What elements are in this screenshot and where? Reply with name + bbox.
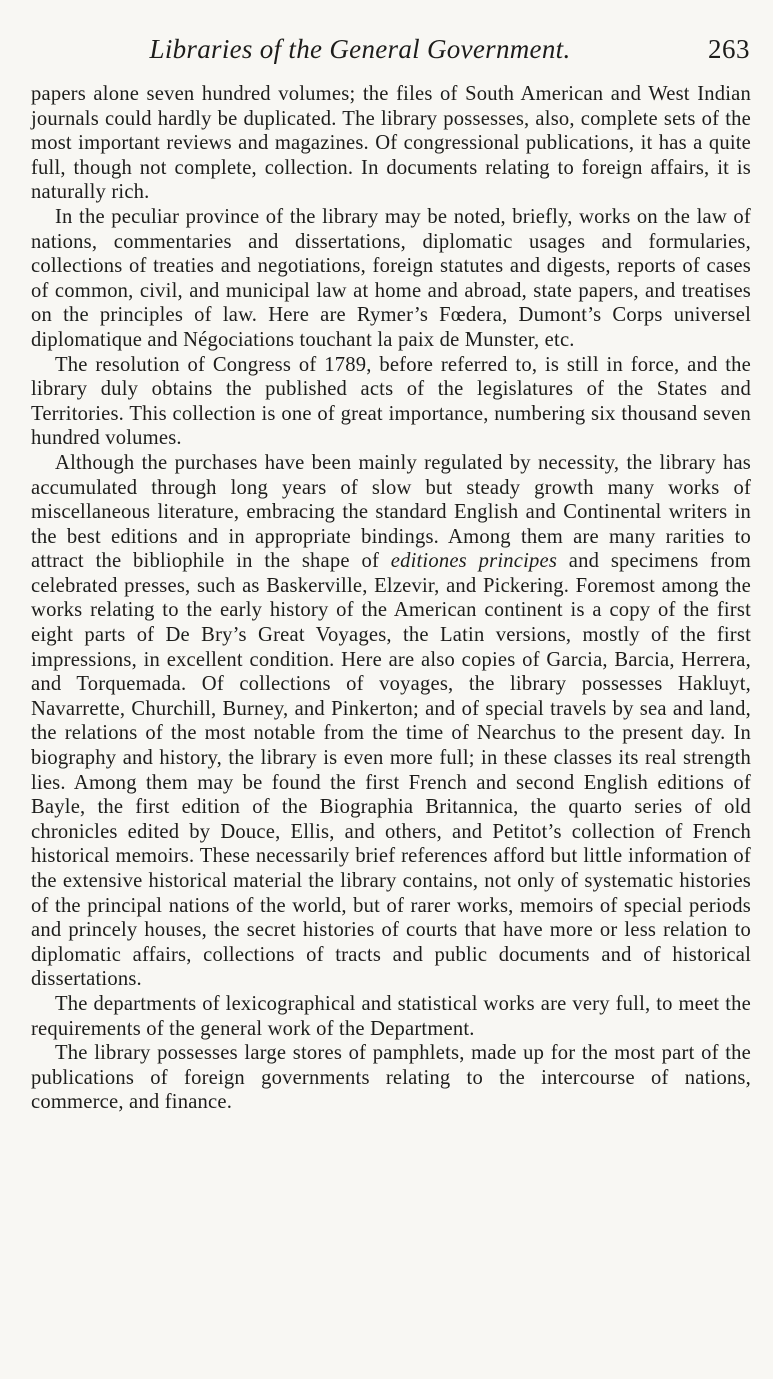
paragraph-pamphlets: The library possesses large stores of pamphlets, made up for the most part of the publications of foreign governments relating to the intercourse of nations, commerce, and finance. <box>31 1042 751 1114</box>
italic-term: editiones principes <box>390 550 558 573</box>
paragraph-lexicographical: The departments of lexicographical and statistical works are very full, to meet the requirements of the general work of the Department. <box>31 992 751 1040</box>
page-number: 263 <box>708 34 750 64</box>
paragraph-law-of-nations: In the peculiar province of the library may be noted, briefly, works on the law of nations, commentaries and dissertations, diplomatic usages and formularies, collections of treaties and negotiations, foreign statutes and digests, reports of cases of common, civil, and municipal law at home and abroad, state papers, and treatises on the principles of law. Here are Rymer’s Fœdera, Dumont’s Corps universel diplomatique and Négociations touchant la paix de Munster, etc. <box>31 205 751 351</box>
running-title: Libraries of the General Government. <box>149 34 571 64</box>
running-head <box>30 34 750 74</box>
paragraph-miscellaneous-literature <box>31 451 751 992</box>
body-text <box>31 82 751 1115</box>
paragraph-resolution-1789: The resolution of Congress of 1789, before referred to, is still in force, and the library duly obtains the published acts of the legislatures of the States and Territories. This collection is one of great importance, numbering six thousand seven hundred volumes. <box>31 353 751 450</box>
paragraph-continued: papers alone seven hundred volumes; the files of South American and West Indian journals could hardly be duplicated. The library possesses, also, complete sets of the most important reviews and magazines. Of congressional publications, it has a quite full, though not complete, collection. In documents relating to foreign affairs, it is naturally rich. <box>31 83 751 204</box>
paragraph-text-part: Although the purchases have been mainly regulated by necessity, the library has accumulated through long years of slow but steady growth many works of miscellaneous literature, embracing the standard English and Continental writers in the best editions and in appropriate bindings. Among them are many rarities to attract the bibliophile in the shape of <box>31 451 751 573</box>
paragraph-text-part: and specimens from celebrated presses, such as Baskerville, Elzevir, and Pickering. Foremost among the works relating to the early history of the American continent is a copy of the first eight parts of De Bry’s Great Voyages, the Latin versions, mostly of the first impressions, in excellent condition. Here are also copies of Garcia, Barcia, Herrera, and Torquemada. Of collections of voyages, the library possesses Hakluyt, Navarrette, Churchill, Burney, and Pinkerton; and of special travels by sea and land, the relations of the most notable from the time of Nearchus to the present day. In biography and history, the library is even more full; in these classes its real strength lies. Among them may be found the first French and second English editions of Bayle, the first edition of the Biographia Britannica, the quarto series of old chronicles edited by Douce, Ellis, and others, and Petitot’s collection of French historical memoirs. These necessarily brief references afford but little information of the extensive historical material the library contains, not only of systematic histories of the principal nations of the world, but of rarer works, memoirs of special periods and princely houses, the secret histories of courts that have more or less relation to diplomatic affairs, collections of tracts and public documents and of historical dissertations. <box>31 550 751 991</box>
